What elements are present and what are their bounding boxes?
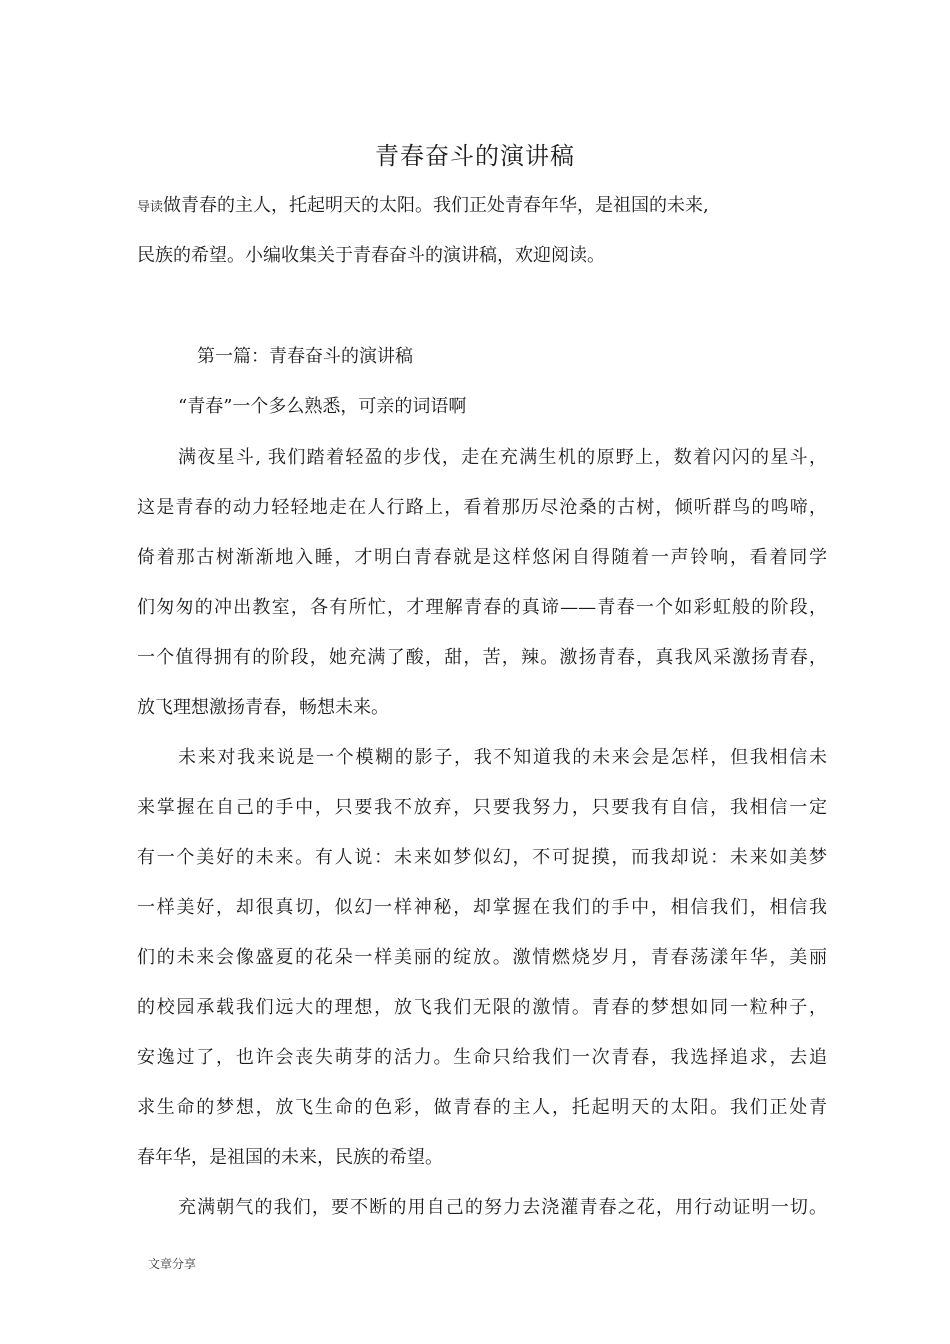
intro-line-1 — [137, 194, 837, 220]
intro-lead-label: 导读 — [137, 200, 164, 215]
paragraph-line: 春年华，是祖国的未来，民族的希望。 — [137, 1147, 443, 1168]
intro-line-2: 民族的希望。小编收集关于青春奋斗的演讲稿，欢迎阅读。 — [137, 245, 605, 266]
paragraph-line: 一样美好，却很真切，似幻一样神秘，却掌握在我们的手中，相信我们，相信我 — [137, 897, 827, 918]
share-footer-text: 文章分享 — [148, 1257, 197, 1271]
paragraph-line: 们匆匆的冲出教室，各有所忙，才理解青春的真谛——青春一个如彩虹般的阶段， — [137, 597, 827, 618]
paragraph-line: 来掌握在自己的手中，只要我不放弃，只要我努力，只要我有自信，我相信一定 — [137, 797, 827, 818]
section-heading: 第一篇：青春奋斗的演讲稿 — [197, 346, 413, 367]
paragraph-line: 放飞理想激扬青春，畅想未来。 — [137, 697, 389, 718]
paragraph-line: 这是青春的动力轻轻地走在人行路上，看着那历尽沧桑的古树，倾听群鸟的鸣啼， — [137, 497, 827, 518]
paragraph-line: 倚着那古树渐渐地入睡，才明白青春就是这样悠闲自得随着一声铃响，看着同学 — [137, 547, 827, 568]
paragraph-line: 安逸过了，也许会丧失萌芽的活力。生命只给我们一次青春，我选择追求，去追 — [137, 1047, 827, 1068]
quote-line: “青春”一个多么熟悉，可亲的词语啊 — [178, 396, 467, 417]
paragraph-line: 的校园承载我们远大的理想，放飞我们无限的激情。青春的梦想如同一粒种子， — [137, 997, 827, 1018]
paragraph-line: 们的未来会像盛夏的花朵一样美丽的绽放。激情燃烧岁月，青春荡漾年华，美丽 — [137, 947, 827, 968]
paragraph-line: 一个值得拥有的阶段，她充满了酸，甜，苦，辣。激扬青春，真我风采激扬青春， — [137, 647, 827, 668]
paragraph-line: 有一个美好的未来。有人说：未来如梦似幻，不可捉摸，而我却说：未来如美梦 — [137, 847, 827, 868]
paragraph-line: 求生命的梦想，放飞生命的色彩，做青春的主人，托起明天的太阳。我们正处青 — [137, 1097, 827, 1118]
intro-text: 做青春的主人，托起明天的太阳。我们正处青春年华，是祖国的未来, — [163, 195, 709, 216]
page-title: 青春奋斗的演讲稿 — [375, 142, 575, 170]
paragraph-line: 充满朝气的我们，要不断的用自己的努力去浇灌青春之花，用行动证明一切。 — [178, 1197, 827, 1218]
paragraph-line: 未来对我来说是一个模糊的影子，我不知道我的未来会是怎样，但我相信未 — [178, 747, 827, 768]
paragraph-line: 满夜星斗, 我们踏着轻盈的步伐，走在充满生机的原野上，数着闪闪的星斗， — [178, 447, 827, 468]
